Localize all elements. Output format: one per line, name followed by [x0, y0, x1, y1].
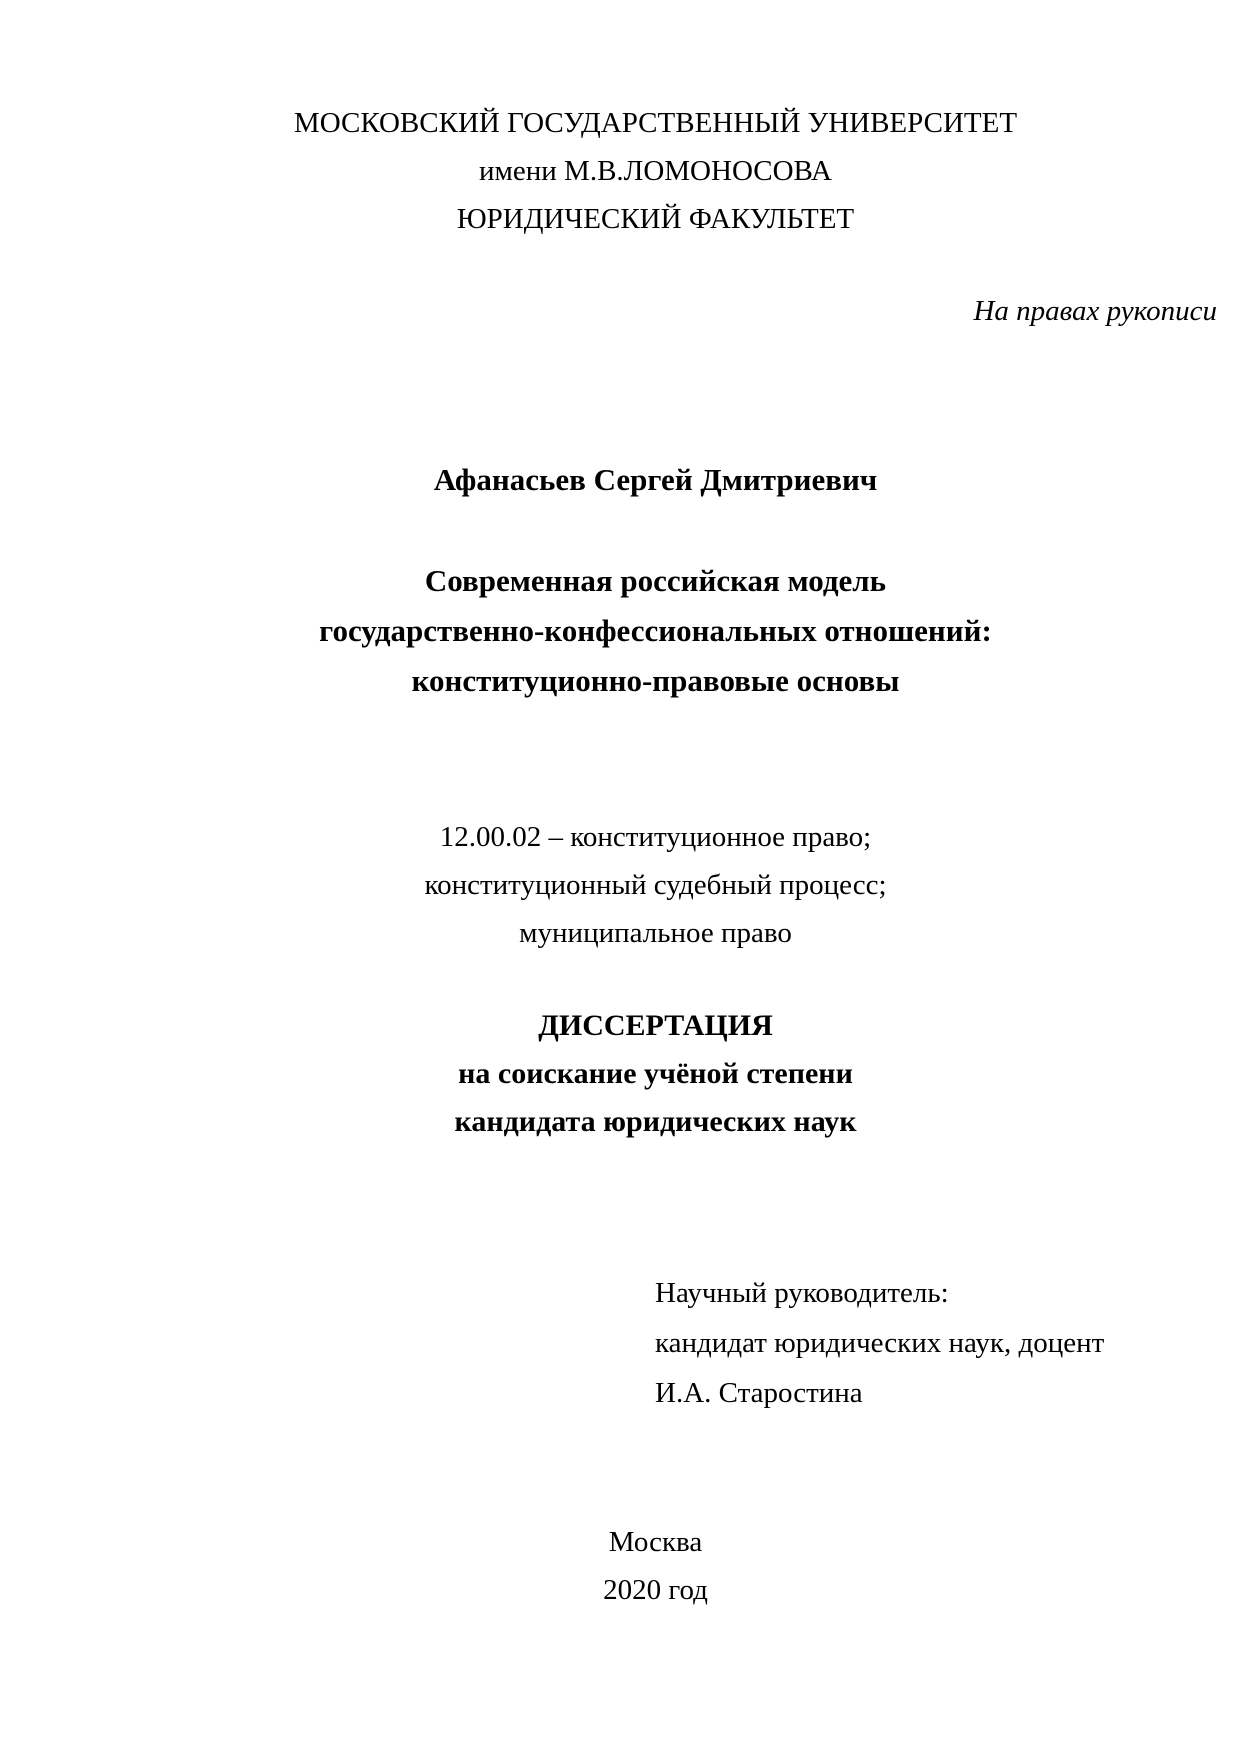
title-line-2: государственно-конфессиональных отношений:: [319, 613, 992, 648]
specialty-line-1: 12.00.02 – конституционное право;: [439, 821, 872, 853]
manuscript-rights-note: На правах рукописи: [973, 295, 1217, 327]
author-name: Афанасьев Сергей Дмитриевич: [433, 462, 878, 497]
dissertation-word: ДИССЕРТАЦИЯ: [538, 1009, 773, 1042]
supervisor-label: Научный руководитель:: [655, 1277, 949, 1309]
dissertation-title: [175, 556, 1136, 706]
imprint-year: 2020 год: [603, 1574, 708, 1606]
university-header: [175, 99, 1136, 243]
supervisor-block: [655, 1268, 1241, 1418]
university-name: МОСКОВСКИЙ ГОСУДАРСТВЕННЫЙ УНИВЕРСИТЕТ: [293, 107, 1018, 139]
specialty-line-2: конституционный судебный процесс;: [424, 869, 887, 901]
imprint-city: Москва: [608, 1526, 703, 1558]
specialty-line-3: муниципальное право: [519, 917, 792, 949]
faculty-name: ЮРИДИЧЕСКИЙ ФАКУЛЬТЕТ: [456, 203, 855, 235]
supervisor-name: И.А. Старостина: [655, 1377, 863, 1409]
title-line-3: конституционно-правовые основы: [411, 663, 900, 698]
supervisor-degree: кандидат юридических наук, доцент: [655, 1327, 1105, 1359]
specialty-code-block: [175, 813, 1136, 957]
imprint-block: [175, 1518, 1136, 1614]
university-named-after: имени М.В.ЛОМОНОСОВА: [479, 155, 832, 187]
degree-pursuit-line: на соискание учёной степени: [458, 1057, 853, 1090]
dissertation-degree-block: [175, 1002, 1136, 1146]
title-line-1: Современная российская модель: [424, 563, 887, 598]
degree-name-line: кандидата юридических наук: [454, 1105, 857, 1138]
